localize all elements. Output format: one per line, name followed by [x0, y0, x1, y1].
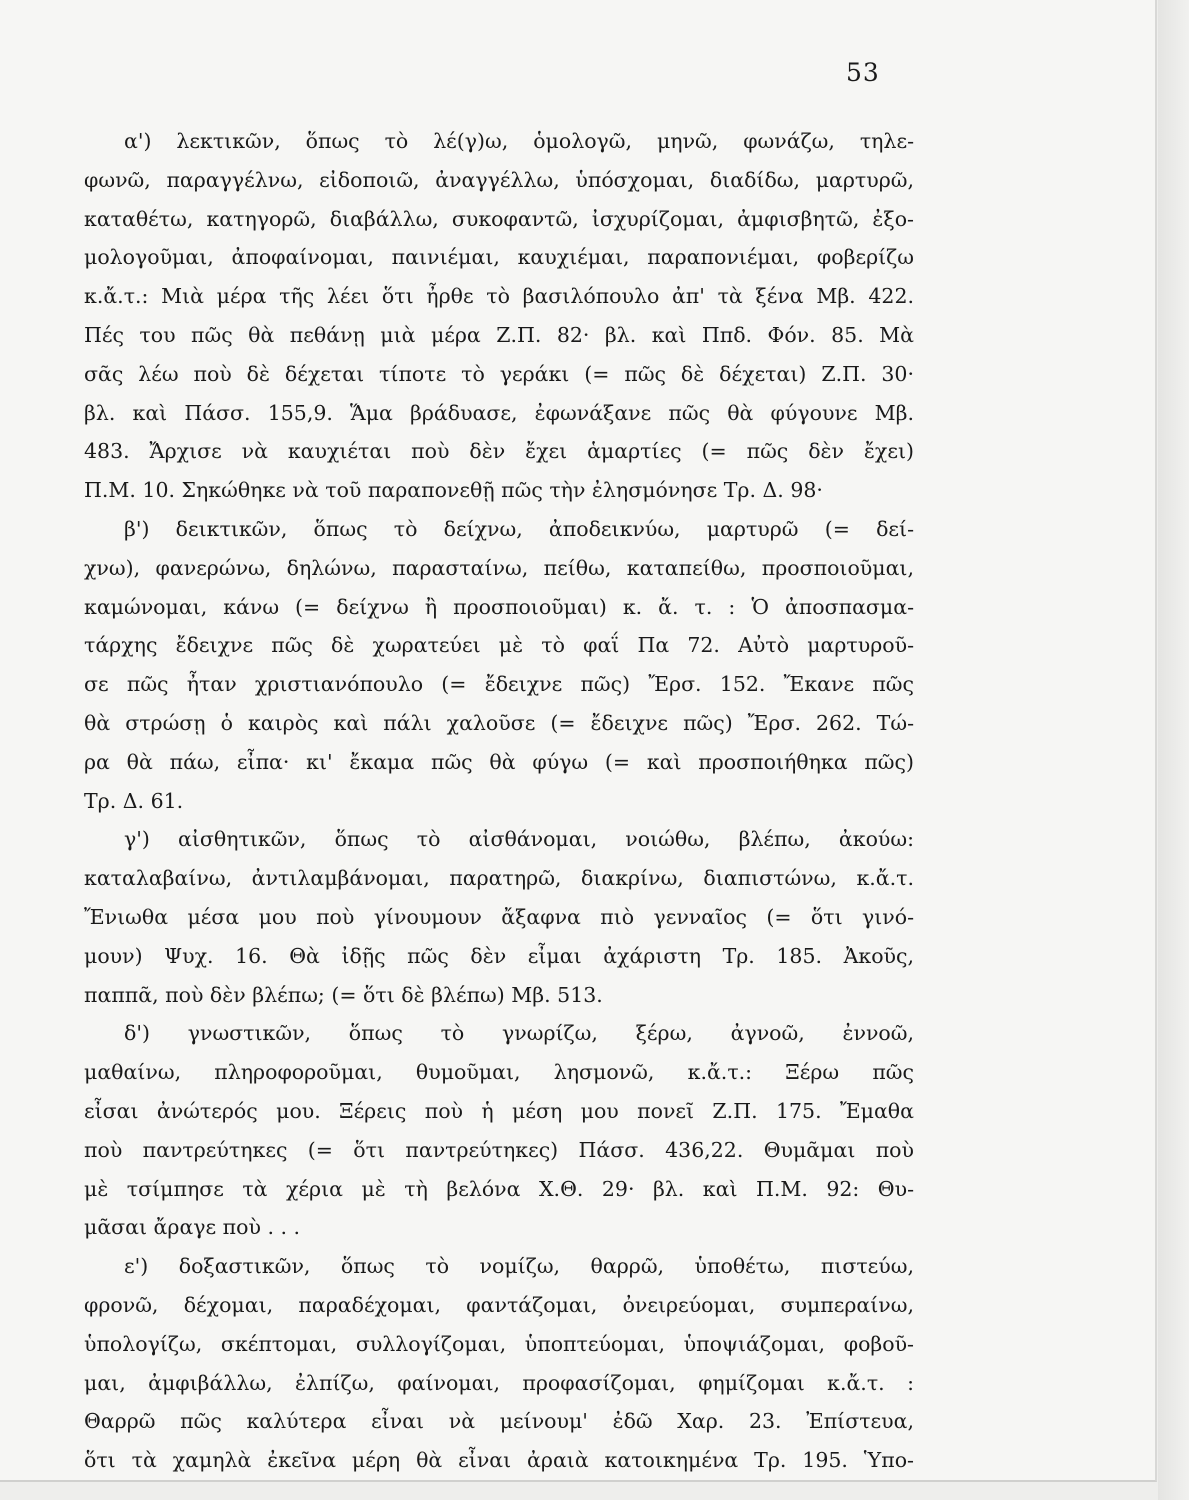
text-line: ποὺ παντρεύτηκες (= ὅτι παντρεύτηκες) Πάσσ. 436,22. Θυμᾶμαι ποὺ [84, 1137, 914, 1162]
text-line: γ') αἰσθητικῶν, ὅπως τὸ αἰσθάνομαι, νοιώθω, βλέπω, ἀκούω: [124, 827, 914, 852]
text-line: μὲ τσίμπησε τὰ χέρια μὲ τὴ βελόνα Χ.Θ. 29· βλ. καὶ Π.Μ. 92: Θυ- [84, 1176, 914, 1201]
text-line: μαθαίνω, πληροφοροῦμαι, θυμοῦμαι, λησμονῶ, κ.ἄ.τ.: Ξέρω πῶς [84, 1060, 914, 1085]
text-line: Θαρρῶ πῶς καλύτερα εἶναι νὰ μείνουμ' ἐδῶ Χαρ. 23. Ἐπίστευα, [84, 1409, 914, 1434]
text-line: παππᾶ, ποὺ δὲν βλέπω; (= ὅτι δὲ βλέπω) Μβ. 513. [84, 982, 603, 1007]
text-line: Π.Μ. 10. Σηκώθηκε νὰ τοῦ παραπονεθῇ πῶς τὴν ἐλησμόνησε Τρ. Δ. 98· [84, 478, 823, 503]
text-line: χνω), φανερώνω, δηλώνω, παρασταίνω, πείθω, καταπείθω, προσποιοῦμαι, [84, 555, 914, 580]
text-line: βλ. καὶ Πάσσ. 155,9. Ἅμα βράδυασε, ἐφωνάξανε πῶς θὰ φύγουνε Μβ. [84, 400, 914, 425]
text-line: ὅτι τὰ χαμηλὰ ἐκεῖνα μέρη θὰ εἶναι ἀραιὰ κατοικημένα Τρ. 195. Ὑπο- [84, 1448, 914, 1473]
text-line: ὑπολογίζω, σκέπτομαι, συλλογίζομαι, ὑποπτεύομαι, ὑποψιάζομαι, φοβοῦ- [84, 1331, 914, 1356]
text-line: φρονῶ, δέχομαι, παραδέχομαι, φαντάζομαι, ὀνειρεύομαι, συμπεραίνω, [84, 1292, 914, 1317]
text-line: σε πῶς ἦταν χριστιανόπουλο (= ἔδειχνε πῶς) Ἔρσ. 152. Ἔκανε πῶς [84, 672, 914, 697]
text-line: α') λεκτικῶν, ὅπως τὸ λέ(γ)ω, ὁμολογῶ, μηνῶ, φωνάζω, τηλε- [124, 129, 914, 153]
text-line: θὰ στρώσῃ ὁ καιρὸς καὶ πάλι χαλοῦσε (= ἔδειχνε πῶς) Ἔρσ. 262. Τώ- [84, 710, 914, 735]
text-line: μᾶσαι ἄραγε ποὺ . . . [84, 1215, 301, 1240]
text-line: καταθέτω, κατηγορῶ, διαβάλλω, συκοφαντῶ, ἰσχυρίζομαι, ἀμφισβητῶ, ἐξο- [84, 206, 914, 231]
text-line: ρα θὰ πάω, εἶπα· κι' ἔκαμα πῶς θὰ φύγω (= καὶ προσποιήθηκα πῶς) [84, 749, 914, 774]
text-line: καμώνομαι, κάνω (= δείχνω ἢ προσποιοῦμαι) κ. ἄ. τ. : Ὁ ἀποσπασμα- [84, 594, 914, 619]
text-line: β') δεικτικῶν, ὅπως τὸ δείχνω, ἀποδεικνύω, μαρτυρῶ (= δεί- [124, 516, 914, 541]
text-line: μαι, ἀμφιβάλλω, ἐλπίζω, φαίνομαι, προφασίζομαι, φημίζομαι κ.ἄ.τ. : [84, 1370, 914, 1395]
text-line: δ') γνωστικῶν, ὅπως τὸ γνωρίζω, ξέρω, ἀγνοῶ, ἐννοῶ, [124, 1021, 914, 1046]
text-line: εἶσαι ἀνώτερός μου. Ξέρεις ποὺ ἡ μέση μου πονεῖ Ζ.Π. 175. Ἔμαθα [84, 1098, 914, 1123]
text-line: τάρχης ἔδειχνε πῶς δὲ χωρατεύει μὲ τὸ φαΐ Πα 72. Αὐτὸ μαρτυροῦ- [84, 633, 914, 658]
text-line: κ.ἄ.τ.: Μιὰ μέρα τῆς λέει ὅτι ἦρθε τὸ βασιλόπουλο ἀπ' τὰ ξένα Μβ. 422. [84, 284, 914, 309]
text-line: Ἔνιωθα μέσα μου ποὺ γίνουμουν ἄξαφνα πιὸ γενναῖος (= ὅτι γινό- [84, 904, 914, 929]
body-text [84, 122, 914, 1480]
text-line: σᾶς λέω ποὺ δὲ δέχεται τίποτε τὸ γεράκι (= πῶς δὲ δέχεται) Ζ.Π. 30· [84, 361, 914, 386]
page-number: 53 [846, 58, 880, 87]
text-line: φωνῶ, παραγγέλνω, εἰδοποιῶ, ἀναγγέλλω, ὑπόσχομαι, διαδίδω, μαρτυρῶ, [84, 167, 914, 192]
text-line: καταλαβαίνω, ἀντιλαμβάνομαι, παρατηρῶ, διακρίνω, διαπιστώνω, κ.ἄ.τ. [84, 866, 914, 891]
page-edge [1158, 0, 1189, 1500]
text-line: 483. Ἄρχισε νὰ καυχιέται ποὺ δὲν ἔχει ἁμαρτίες (= πῶς δὲν ἔχει) [84, 439, 914, 464]
text-line: μουν) Ψυχ. 16. Θὰ ἰδῇς πῶς δὲν εἶμαι ἀχάριστη Τρ. 185. Ἀκοῦς, [84, 943, 914, 968]
text-line: Πές του πῶς θὰ πεθάνῃ μιὰ μέρα Ζ.Π. 82· βλ. καὶ Ππδ. Φόν. 85. Μὰ [84, 322, 914, 347]
text-line: ε') δοξαστικῶν, ὅπως τὸ νομίζω, θαρρῶ, ὑποθέτω, πιστεύω, [124, 1254, 914, 1279]
text-line: μολογοῦμαι, ἀποφαίνομαι, παινιέμαι, καυχιέμαι, παραπονιέμαι, φοβερίζω [84, 245, 914, 270]
text-line: Τρ. Δ. 61. [84, 788, 184, 813]
